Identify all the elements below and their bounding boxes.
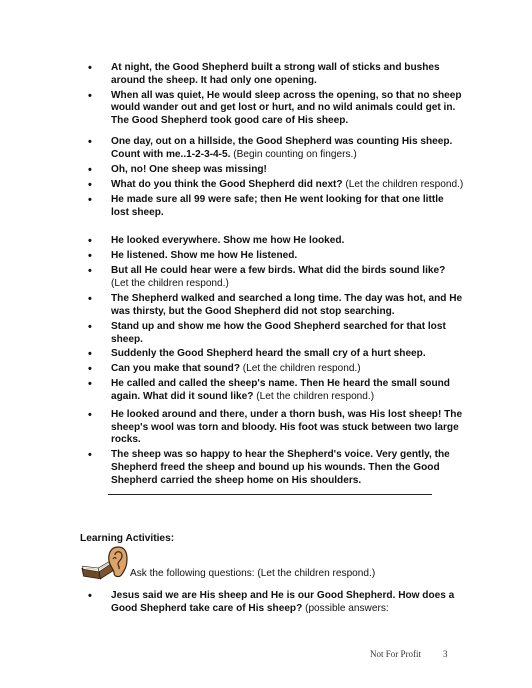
bullet-list-found (84, 409, 464, 490)
bullet-item: • He looked around and there, under a thorn bush, was His lost sheep! The sheep's wool was torn and bloody. His foot was stuck between two large rocks. (84, 409, 464, 447)
bullet-list-searching (84, 235, 464, 349)
bullet-item: • Can you make that sound? (Let the children respond.) (84, 363, 464, 376)
activity-icons (80, 545, 130, 581)
bullet-item: • Oh, no! One sheep was missing! (84, 164, 464, 177)
bullet-item: • He called and called the sheep's name. Then He heard the small sound again. What did it sound like? (Let the children respond.) (84, 378, 464, 403)
page-footer (370, 649, 448, 659)
learning-activities-heading: Learning Activities: (80, 533, 175, 544)
bullet-list-counting (84, 136, 464, 222)
bullet-item: • He listened. Show me how He listened. (84, 250, 464, 263)
bullet-item: • Suddenly the Good Shepherd heard the small cry of a hurt sheep. (84, 348, 464, 361)
bullet-item: • One day, out on a hillside, the Good Shepherd was counting His sheep. Count with me..1-2-3-4-5. (Begin counting on fingers.) (84, 136, 464, 161)
bullet-list-night (84, 62, 464, 130)
page-number: 3 (443, 649, 448, 659)
bullet-item: • When all was quiet, He would sleep across the opening, so that no sheep would wander out and get lost or hurt, and no wild animals could get in. The Good Shepherd took good care of His sheep. (84, 90, 464, 128)
bullet-item: • The Shepherd walked and searched a long time. The day was hot, and He was thirsty, but the Good Shepherd did not stop searching. (84, 293, 464, 318)
bullet-item: • What do you think the Good Shepherd did next? (Let the children respond.) (84, 179, 464, 192)
bullet-item: • Jesus said we are His sheep and He is our Good Shepherd. How does a Good Shepherd take care of His sheep? (possible answers: (84, 590, 464, 615)
bullet-item: • At night, the Good Shepherd built a strong wall of sticks and bushes around the sheep. It had only one opening. (84, 62, 464, 87)
bullet-item: • Stand up and show me how the Good Shepherd searched for that lost sheep. (84, 321, 464, 346)
bullet-item: • He looked everywhere. Show me how He looked. (84, 235, 464, 248)
activity-instruction: Ask the following questions: (Let the children respond.) (130, 568, 376, 579)
bullet-item: • He made sure all 99 were safe; then He went looking for that one little lost sheep. (84, 194, 464, 219)
bullet-list-questions (84, 590, 464, 618)
horizontal-divider (108, 494, 432, 495)
bullet-item: • But all He could hear were a few birds. What did the birds sound like? (Let the children respond.) (84, 265, 464, 290)
ear-icon (106, 545, 130, 579)
bullet-list-cry (84, 348, 464, 406)
footer-text: Not For Profit (370, 649, 422, 659)
bullet-item: • The sheep was so happy to hear the Shepherd's voice. Very gently, the Shepherd freed the sheep and bound up his wounds. Then the Good Shepherd carried the sheep home on His shoulders. (84, 449, 464, 487)
